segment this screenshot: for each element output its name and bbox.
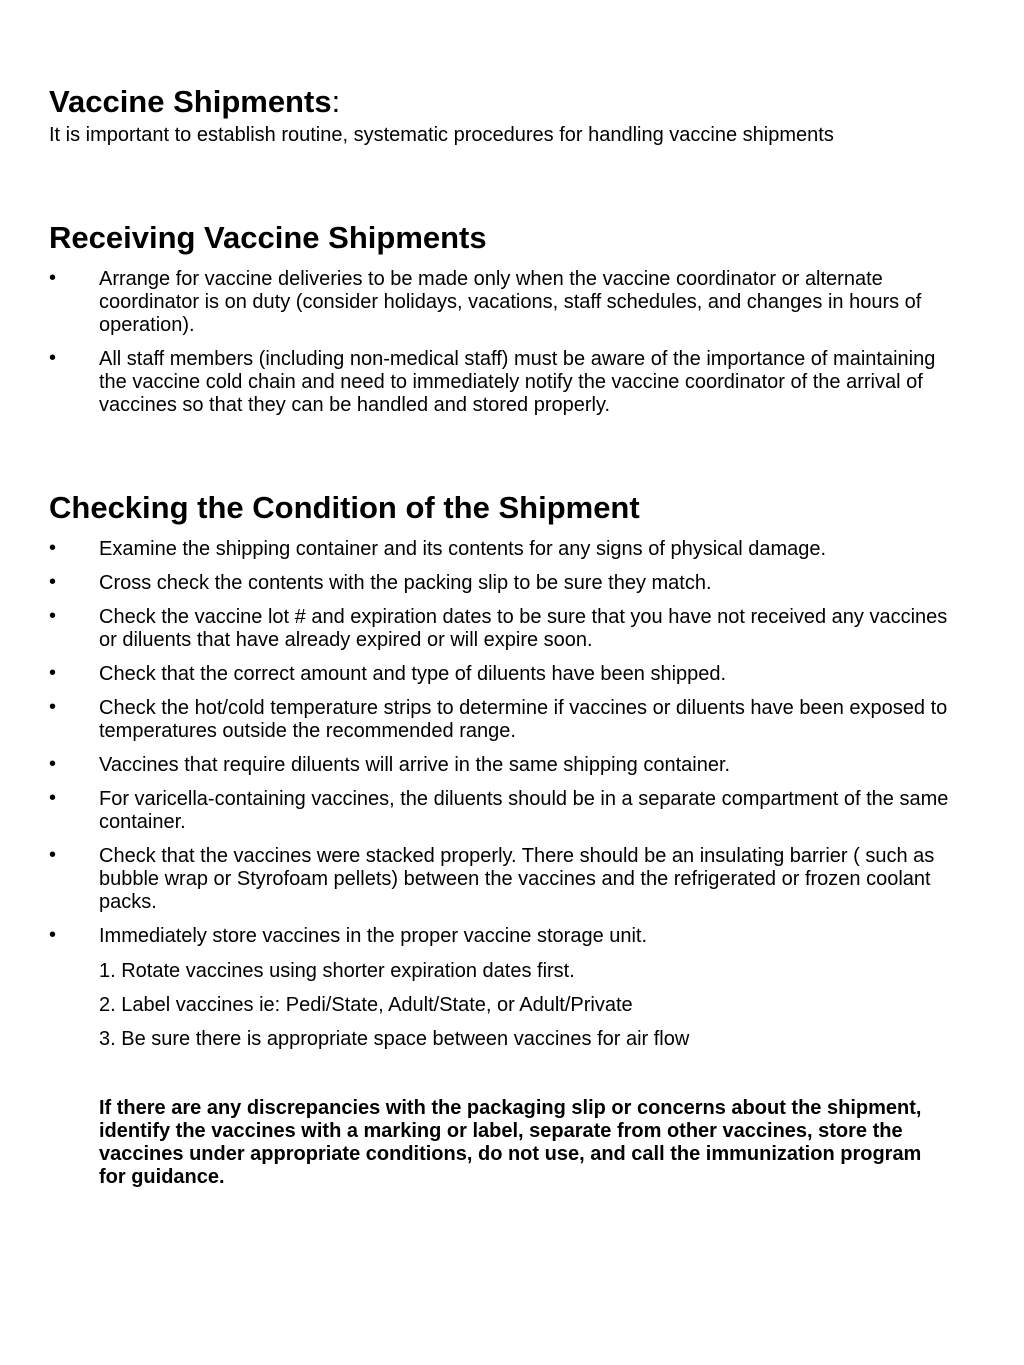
list-item xyxy=(49,663,949,686)
list-item-text: Arrange for vaccine deliveries to be made only when the vaccine coordinator or alternate coordinator is on duty (consider holidays, vacations, staff schedules, and changes in hours of operation). xyxy=(99,268,922,336)
list-item xyxy=(49,606,949,652)
storage-step: 2. Label vaccines ie: Pedi/State, Adult/State, or Adult/Private xyxy=(99,994,633,1016)
checking-heading: Checking the Condition of the Shipment xyxy=(49,490,640,525)
list-item xyxy=(49,348,949,417)
list-item-text: Vaccines that require diluents will arrive in the same shipping container. xyxy=(99,754,731,776)
list-item-text: Check that the correct amount and type of diluents have been shipped. xyxy=(99,663,727,685)
list-item xyxy=(49,754,949,777)
bullet-icon: • xyxy=(49,605,57,627)
storage-step: 1. Rotate vaccines using shorter expiration dates first. xyxy=(99,960,575,982)
page-title-colon: : xyxy=(331,84,341,119)
bullet-icon: • xyxy=(49,753,57,775)
bullet-icon: • xyxy=(49,267,57,289)
list-item-text: Cross check the contents with the packing slip to be sure they match. xyxy=(99,572,712,594)
list-item-text: Immediately store vaccines in the proper vaccine storage unit. xyxy=(99,925,648,947)
intro-text: It is important to establish routine, systematic procedures for handling vaccine shipments xyxy=(49,124,834,146)
receiving-list xyxy=(49,268,949,428)
bullet-icon: • xyxy=(49,844,57,866)
list-item xyxy=(49,538,949,561)
list-item-text: Check the vaccine lot # and expiration dates to be sure that you have not received any vaccines or diluents that have already expired or will expire soon. xyxy=(99,606,948,651)
discrepancy-warning: If there are any discrepancies with the packaging slip or concerns about the shipment, identify the vaccines with a marking or label, separate from other vaccines, store the vaccines under appropriate conditions, do not use, and call the immunization program for guidance. xyxy=(99,1097,922,1188)
bullet-icon: • xyxy=(49,571,57,593)
receiving-heading: Receiving Vaccine Shipments xyxy=(49,220,487,255)
list-item-text: For varicella-containing vaccines, the diluents should be in a separate compartment of the same container. xyxy=(99,788,949,833)
bullet-icon: • xyxy=(49,662,57,684)
list-item-text: Check the hot/cold temperature strips to determine if vaccines or diluents have been exposed to temperatures outside the recommended range. xyxy=(99,697,948,742)
bullet-icon: • xyxy=(49,537,57,559)
checking-list xyxy=(49,538,949,959)
bullet-icon: • xyxy=(49,696,57,718)
bullet-icon: • xyxy=(49,787,57,809)
list-item xyxy=(49,697,949,743)
page-title-text: Vaccine Shipments xyxy=(49,84,332,119)
list-item-text: Check that the vaccines were stacked properly. There should be an insulating barrier ( such as bubble wrap or Styrofoam pellets) between the vaccines and the refrigerated or frozen coolant packs. xyxy=(99,845,935,913)
bullet-icon: • xyxy=(49,924,57,946)
list-item xyxy=(49,572,949,595)
list-item xyxy=(49,845,949,914)
list-item-text: All staff members (including non-medical staff) must be aware of the importance of maintaining the vaccine cold chain and need to immediately notify the vaccine coordinator of the arrival of vaccines so that they can be handled and stored properly. xyxy=(99,348,936,416)
list-item xyxy=(49,268,949,337)
bullet-icon: • xyxy=(49,347,57,369)
storage-steps-list xyxy=(99,960,689,1062)
list-item xyxy=(49,925,949,948)
list-item xyxy=(49,788,949,834)
storage-step: 3. Be sure there is appropriate space between vaccines for air flow xyxy=(99,1028,690,1050)
list-item-text: Examine the shipping container and its contents for any signs of physical damage. xyxy=(99,538,827,560)
page-title xyxy=(49,84,340,120)
